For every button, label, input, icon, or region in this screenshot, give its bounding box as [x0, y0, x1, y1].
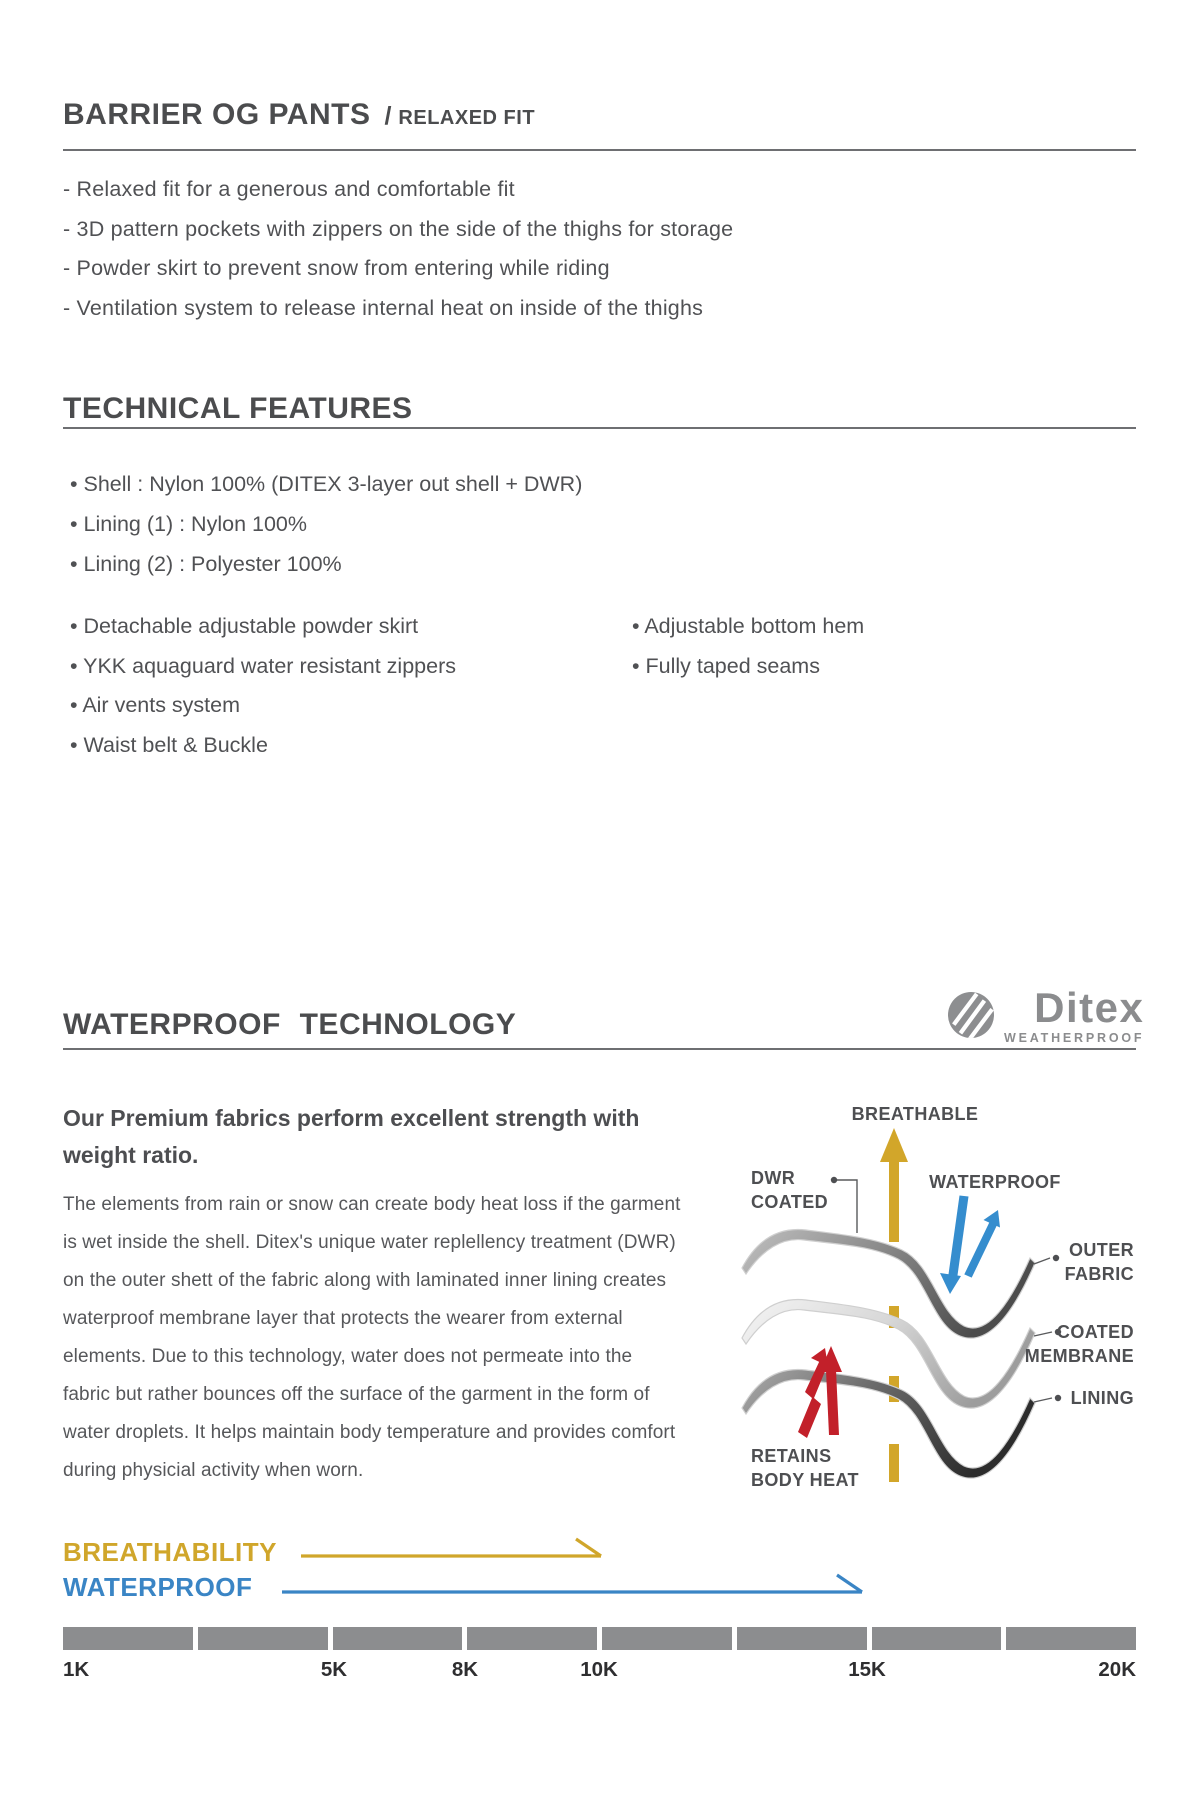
ditex-logo-tagline: WEATHERPROOF	[1004, 1030, 1145, 1045]
retains-heat-arrow-icon	[798, 1346, 842, 1438]
scale-segment	[333, 1627, 463, 1650]
retains-body-heat-label-line1: RETAINS	[751, 1446, 832, 1466]
list-item: • Lining (1) : Nylon 100%	[70, 512, 307, 536]
coated-membrane-label-line2: MEMBRANE	[1024, 1346, 1134, 1366]
waterproof-rating-label: WATERPROOF	[63, 1572, 253, 1602]
scale-tick-label: 10K	[580, 1658, 618, 1681]
list-item: - Powder skirt to prevent snow from entering while riding	[63, 256, 610, 280]
ditex-logo	[948, 984, 1145, 1045]
technical-features-heading: TECHNICAL FEATURES	[63, 392, 413, 425]
product-highlights-list	[63, 170, 733, 328]
outer-fabric-label-line2: FABRIC	[1064, 1264, 1134, 1284]
scale-tick-label: 5K	[320, 1658, 348, 1681]
scale-segment	[872, 1627, 1002, 1650]
scale-segment	[602, 1627, 732, 1650]
scale-tick-label: 20K	[1098, 1658, 1136, 1681]
list-item: • YKK aquaguard water resistant zippers	[70, 653, 456, 678]
waterproof-intro: Our Premium fabrics perform excellent strength with weight ratio.	[63, 1105, 640, 1168]
features-list-left	[70, 607, 456, 766]
waterproof-line	[276, 1572, 868, 1598]
list-item: • Air vents system	[70, 693, 241, 718]
list-item: • Adjustable bottom hem	[632, 614, 865, 638]
scale-tick-label: 15K	[848, 1658, 886, 1681]
materials-list	[70, 464, 582, 584]
scale-segment	[198, 1627, 328, 1650]
list-item: • Lining (2) : Polyester 100%	[70, 552, 342, 576]
ditex-logo-icon	[948, 992, 994, 1043]
list-item: - Ventilation system to release internal heat on inside of the thighs	[63, 295, 704, 320]
scale-segment	[1006, 1627, 1136, 1650]
product-title: BARRIER OG PANTS	[63, 98, 371, 131]
rating-scale-bar	[63, 1627, 1136, 1650]
scale-segment	[737, 1627, 867, 1650]
fit-label: RELAXED FIT	[398, 107, 536, 129]
breathability-line	[297, 1536, 607, 1562]
waterproof-body-paragraph: The elements from rain or snow can create body heat loss if the garment is wet inside the shell. Ditex's unique water replellency treatment (DWR) on the outer shett of the fabric along with laminated inner lining creates waterproof membrane layer that protects the wearer from external elements. Due to this technology, water does not permeate into the fabric but rather bounces off the surface of the garment in the form of water droplets. It helps maintain body temperature and provides comfort during physicial activity when worn.	[63, 1194, 681, 1481]
outer-fabric-label-line1: OUTER	[1069, 1240, 1134, 1260]
list-item: - 3D pattern pockets with zippers on the side of the thighs for storage	[63, 216, 734, 241]
list-item: • Shell : Nylon 100% (DITEX 3-layer out shell + DWR)	[70, 472, 583, 496]
list-item: • Fully taped seams	[632, 653, 820, 678]
list-item: • Waist belt & Buckle	[70, 733, 268, 758]
scale-ticks	[0, 1658, 1200, 1684]
retains-body-heat-label-line2: BODY HEAT	[751, 1470, 859, 1490]
lining-label: LINING	[1070, 1388, 1134, 1408]
breathability-label: BREATHABILITY	[63, 1537, 278, 1567]
features-list-right	[632, 607, 864, 686]
product-title-row	[63, 98, 535, 132]
leader-dots	[831, 1177, 1061, 1401]
technical-rule	[63, 427, 1136, 429]
waterproof-label: WATERPROOF	[929, 1172, 1061, 1192]
waterproof-arrow-icon	[940, 1196, 1000, 1295]
title-rule	[63, 149, 1136, 151]
dwr-coated-label-line1: DWR	[751, 1168, 796, 1188]
fabric-layers-diagram	[718, 1088, 1140, 1517]
list-item: - Relaxed fit for a generous and comfortable fit	[63, 177, 515, 201]
waterproof-rule	[63, 1048, 1136, 1050]
title-divider: /	[384, 102, 392, 130]
coated-membrane-label-line1: COATED	[1056, 1322, 1134, 1342]
scale-tick-label: 1K	[63, 1658, 90, 1681]
scale-segment	[467, 1627, 597, 1650]
dwr-coated-label-line2: COATED	[751, 1192, 829, 1212]
ditex-logo-name: Ditex	[1034, 984, 1145, 1031]
breathable-label: BREATHABLE	[851, 1104, 979, 1124]
scale-tick-label: 8K	[451, 1658, 479, 1681]
scale-segment	[63, 1627, 193, 1650]
list-item: • Detachable adjustable powder skirt	[70, 614, 419, 638]
waterproof-technology-heading: WATERPROOF TECHNOLOGY	[63, 1008, 517, 1041]
breathable-arrow-icon	[880, 1128, 908, 1242]
